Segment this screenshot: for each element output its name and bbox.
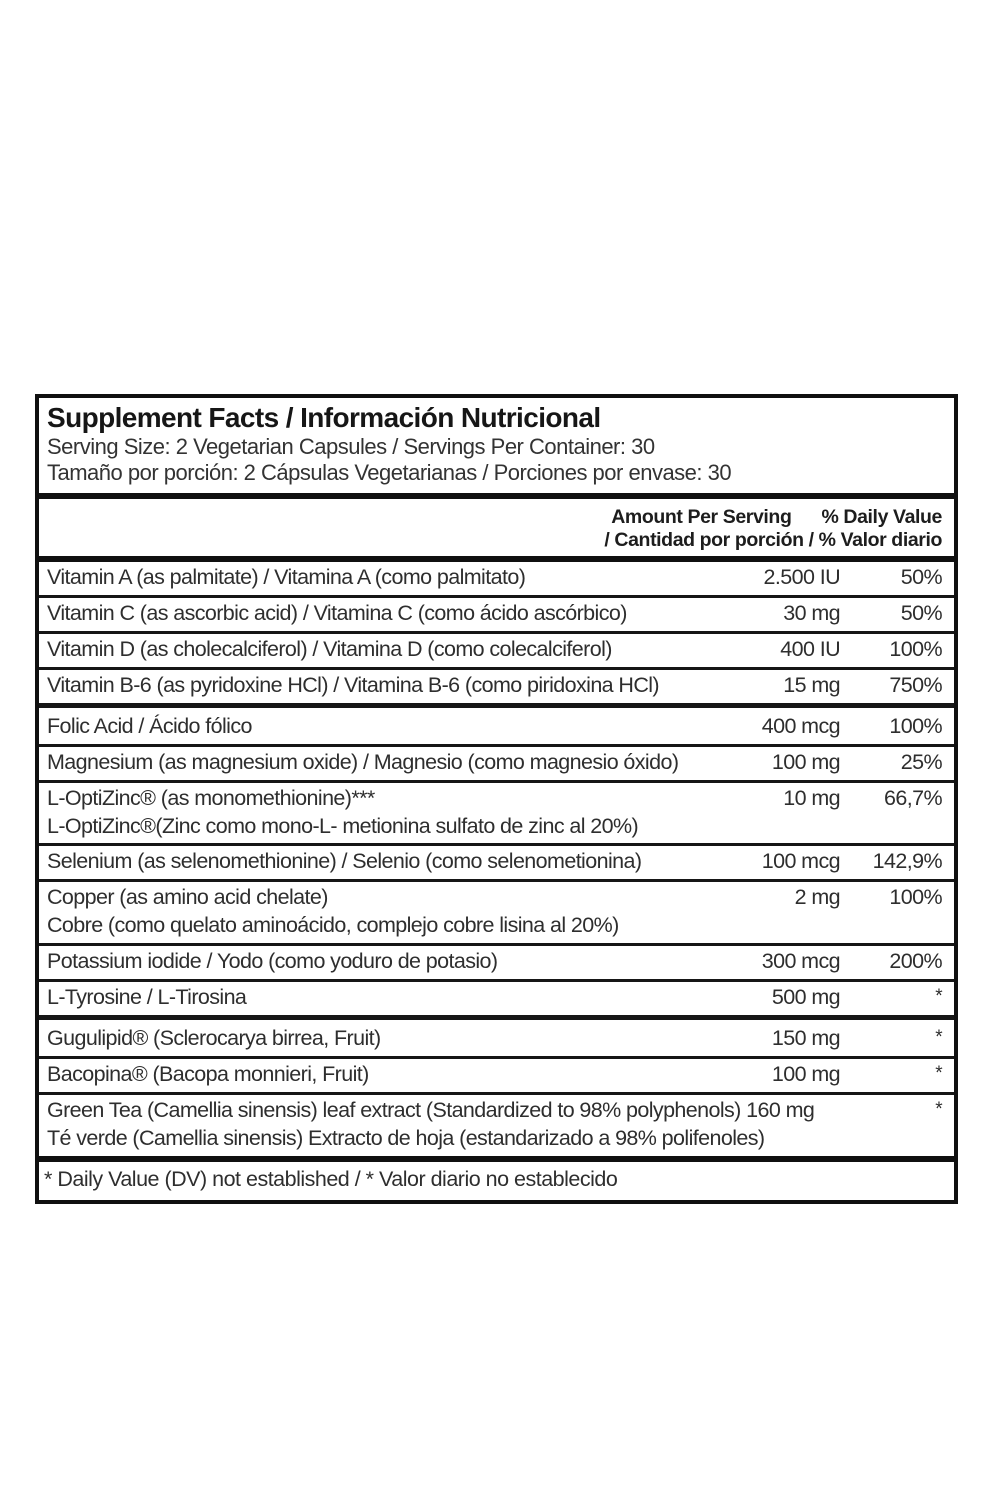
daily-value: 750%	[889, 672, 942, 697]
table-rows	[39, 562, 954, 1156]
nutrient-row	[39, 562, 954, 595]
nutrient-name-line2: Cobre (como quelato aminoácido, complejo cobre lisina al 20%)	[47, 913, 619, 938]
nutrient-name	[47, 749, 715, 777]
amount-value: 300 mcg	[761, 949, 840, 974]
inline-amount-value: 160 mg	[740, 1098, 815, 1122]
nutrient-name-line1: L-OptiZinc® (as monomethionine)***	[47, 785, 375, 810]
nutrient-name-line1: Green Tea (Camellia sinensis) leaf extract (Standardized to 98% polyphenols)	[47, 1098, 741, 1122]
nutrient-name-line1: Folic Acid / Ácido fólico	[47, 713, 252, 738]
nutrient-name-line1: Potassium iodide / Yodo (como yoduro de potasio)	[47, 949, 498, 974]
nutrient-row	[39, 1015, 954, 1056]
nutrient-row	[39, 595, 954, 631]
supplement-facts-label	[35, 394, 958, 1204]
daily-value: *	[935, 986, 942, 1008]
nutrient-name	[47, 948, 715, 976]
nutrient-name-line1: Gugulipid® (Sclerocarya birrea, Fruit)	[47, 1026, 381, 1051]
amount-value: 2 mg	[794, 885, 840, 910]
daily-value: 200%	[889, 949, 942, 974]
nutrient-name-line1: Vitamin A (as palmitate) / Vitamina A (como palmitato)	[47, 564, 526, 589]
nutrient-name	[47, 713, 715, 741]
amount-value: 10 mg	[783, 785, 840, 810]
footnote: * Daily Value (DV) not established / * Valor diario no establecido	[39, 1156, 954, 1200]
nutrient-name	[47, 1025, 715, 1053]
daily-value: *	[935, 1027, 942, 1049]
amount-value: 100 mg	[771, 1062, 840, 1087]
label-title: Supplement Facts / Información Nutricional	[47, 402, 601, 433]
nutrient-name	[47, 785, 715, 841]
nutrient-row	[39, 843, 954, 879]
serving-size-line-es: Tamaño por porción: 2 Cápsulas Vegetarianas / Porciones por envase: 30	[47, 460, 732, 486]
daily-value: *	[935, 1099, 942, 1120]
nutrient-name-line1: L-Tyrosine / L-Tirosina	[47, 985, 247, 1010]
nutrient-name	[47, 1097, 840, 1153]
nutrient-name	[47, 564, 715, 592]
daily-value-header: % Daily Value	[821, 506, 942, 529]
nutrient-name	[47, 984, 715, 1012]
amount-value: 100 mg	[771, 749, 840, 774]
nutrient-name-line1: Copper (as amino acid chelate)	[47, 885, 328, 910]
nutrient-name	[47, 884, 715, 940]
nutrient-row	[39, 631, 954, 667]
daily-value: 50%	[900, 564, 942, 589]
nutrient-name-line1: Vitamin D (as cholecalciferol) / Vitamina D (como colecalciferol)	[47, 636, 612, 661]
daily-value: 100%	[889, 713, 942, 738]
nutrient-name	[47, 600, 715, 628]
nutrient-row	[39, 1092, 954, 1156]
daily-value: 50%	[900, 600, 942, 625]
nutrient-name-line1: Bacopina® (Bacopa monnieri, Fruit)	[47, 1062, 369, 1087]
daily-value: *	[935, 1063, 942, 1085]
amount-value: 100 mcg	[761, 849, 840, 874]
daily-value: 100%	[889, 636, 942, 661]
serving-size-line-en: Serving Size: 2 Vegetarian Capsules / Servings Per Container: 30	[47, 434, 655, 460]
nutrient-name-line1: Vitamin C (as ascorbic acid) / Vitamina C (como ácido ascórbico)	[47, 600, 627, 625]
label-header	[39, 398, 954, 493]
daily-value: 142,9%	[872, 849, 942, 874]
nutrient-name	[47, 636, 715, 664]
nutrient-name	[47, 672, 715, 700]
amount-value: 500 mg	[771, 985, 840, 1010]
nutrient-name-line1: Magnesium (as magnesium oxide) / Magnesio (como magnesio óxido)	[47, 749, 679, 774]
amount-value: 150 mg	[771, 1026, 840, 1051]
nutrient-row	[39, 979, 954, 1015]
nutrient-name-line1: Selenium (as selenomethionine) / Selenio (como selenometionina)	[47, 849, 642, 874]
amount-value: 15 mg	[783, 672, 840, 697]
daily-value: 66,7%	[884, 785, 942, 810]
daily-value: 100%	[889, 885, 942, 910]
amount-value: 2.500 IU	[763, 564, 840, 589]
amount-per-serving-header: Amount Per Serving	[611, 506, 792, 529]
column-header-line1	[47, 506, 942, 528]
column-header-line2: / Cantidad por porción / % Valor diario	[604, 528, 942, 551]
nutrient-row	[39, 703, 954, 744]
nutrient-row	[39, 1056, 954, 1092]
nutrient-name	[47, 848, 715, 876]
column-header	[39, 499, 954, 556]
amount-value: 30 mg	[783, 600, 840, 625]
amount-value: 400 mcg	[761, 713, 840, 738]
nutrient-name-line2: L-OptiZinc®(Zinc como mono-L- metionina sulfato de zinc al 20%)	[47, 813, 639, 838]
nutrient-name	[47, 1061, 715, 1089]
nutrient-name-line1: Vitamin B-6 (as pyridoxine HCl) / Vitamina B-6 (como piridoxina HCl)	[47, 672, 659, 697]
nutrient-row	[39, 879, 954, 943]
amount-value: 400 IU	[780, 636, 840, 661]
nutrient-row	[39, 744, 954, 780]
nutrient-row	[39, 780, 954, 844]
daily-value: 25%	[900, 749, 942, 774]
nutrient-row	[39, 667, 954, 703]
nutrient-name-line2: Té verde (Camellia sinensis) Extracto de hoja (estandarizado a 98% polifenoles)	[47, 1125, 765, 1150]
nutrient-row	[39, 943, 954, 979]
